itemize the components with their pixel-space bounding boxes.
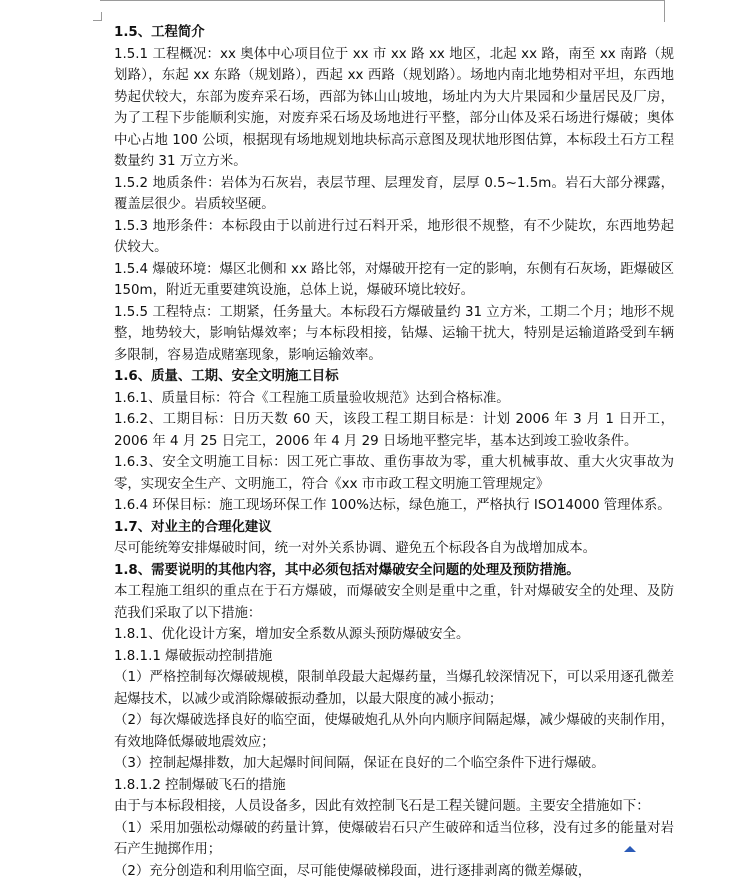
section-heading: 1.6、质量、工期、安全文明施工目标	[114, 366, 674, 388]
paragraph: 1.6.1、质量目标：符合《工程施工质量验收规范》达到合格标准。	[114, 388, 674, 410]
paragraph: （1）严格控制每次爆破规模，限制单段最大起爆药量，当爆孔较深情况下，可以采用逐孔微差起爆技术，以减少或消除爆破振动叠加，以最大限度的减小振动；	[114, 667, 674, 710]
paragraph: 1.5.1 工程概况：xx 奥体中心项目位于 xx 市 xx 路 xx 地区，北起 xx 路，南至 xx 南路（规划路），东起 xx 东路（规划路），西起 xx 西路（规划路）。场地内南北地势相对平坦，东西地势起伏较大，东部为废弃采石场，西部为钵山山坡地，场址内为大片果园和少量居民及厂房，为了工程下步能顺利实施，对废弃采石场及场地进行平整，部分山体及采石场进行爆破；奥体中心占地 100 公顷，根据现有场地规划地块标高示意图及现状地形图估算，本标段土石方工程数量约 31 万立方米。	[114, 44, 674, 173]
page-right-border	[664, 0, 665, 22]
section-heading: 1.5、工程简介	[114, 22, 674, 44]
paragraph: 1.5.3 地形条件：本标段由于以前进行过石料开采，地形很不规整，有不少陡坎，东西地势起伏较大。	[114, 216, 674, 259]
section-heading: 1.8、需要说明的其他内容，其中必须包括对爆破安全问题的处理及预防措施。	[114, 560, 674, 582]
paragraph: （2）充分创造和利用临空面，尽可能使爆破梯段面，进行逐排剥离的微差爆破，	[114, 861, 674, 882]
paragraph: 1.6.2、工期目标：日历天数 60 天，该段工程工期目标是：计划 2006 年 3 月 1 日开工，2006 年 4 月 25 日完工，2006 年 4 月 29 日场地平整完毕，基本达到竣工验收条件。	[114, 409, 674, 452]
paragraph: 尽可能统筹安排爆破时间，统一对外关系协调、避免五个标段各自为战增加成本。	[114, 538, 674, 560]
paragraph: （2）每次爆破选择良好的临空面，使爆破炮孔从外向内顺序间隔起爆，减少爆破的夹制作用，有效地降低爆破地震效应；	[114, 710, 674, 753]
paragraph: 1.8.1.1 爆破振动控制措施	[114, 646, 674, 668]
document-body	[114, 22, 674, 882]
section-heading: 1.7、对业主的合理化建议	[114, 517, 674, 539]
paragraph: 1.8.1.2 控制爆破飞石的措施	[114, 775, 674, 797]
paragraph: 1.6.3、安全文明施工目标：因工死亡事故、重伤事故为零，重大机械事故、重大火灾事故为零，实现安全生产、文明施工，符合《xx 市市政工程文明施工管理规定》	[114, 452, 674, 495]
paragraph: 1.6.4 环保目标：施工现场环保工作 100%达标，绿色施工，严格执行 ISO14000 管理体系。	[114, 495, 674, 517]
margin-corner-mark	[93, 12, 102, 21]
paragraph: （3）控制起爆排数，加大起爆时间间隔，保证在良好的二个临空条件下进行爆破。	[114, 753, 674, 775]
paragraph: 1.5.4 爆破环境：爆区北侧和 xx 路比邻，对爆破开挖有一定的影响，东侧有石灰场，距爆破区 150m，附近无重要建筑设施，总体上说，爆破环境比较好。	[114, 259, 674, 302]
paragraph: （1）采用加强松动爆破的药量计算，使爆破岩石只产生破碎和适当位移，没有过多的能量对岩石产生抛掷作用；	[114, 818, 674, 861]
paragraph: 1.5.5 工程特点：工期紧，任务量大。本标段石方爆破量约 31 立方米，工期二个月；地形不规整，地势较大，影响钻爆效率；与本标段相接，钻爆、运输干扰大，特别是运输道路受到车辆多限制，容易造成赌塞现象，影响运输效率。	[114, 302, 674, 367]
paragraph: 1.8.1、优化设计方案，增加安全系数从源头预防爆破安全。	[114, 624, 674, 646]
scroll-up-icon[interactable]	[624, 846, 636, 852]
paragraph: 本工程施工组织的重点在于石方爆破，而爆破安全则是重中之重，针对爆破安全的处理、及防范我们采取了以下措施：	[114, 581, 674, 624]
paragraph: 1.5.2 地质条件：岩体为石灰岩，表层节理、层理发育，层厚 0.5~1.5m。岩石大部分裸露，覆盖层很少。岩质较坚硬。	[114, 173, 674, 216]
page-top-border	[100, 0, 665, 1]
paragraph: 由于与本标段相接，人员设备多，因此有效控制飞石是工程关键问题。主要安全措施如下：	[114, 796, 674, 818]
